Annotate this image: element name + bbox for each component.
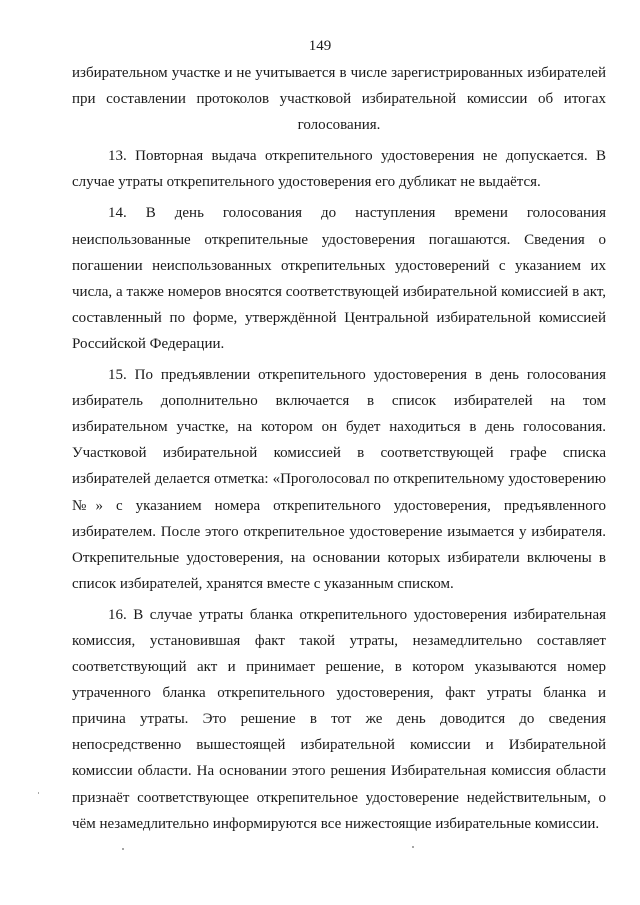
page-number: 149 <box>308 38 332 54</box>
scan-speck <box>122 848 124 850</box>
paragraph-13: 13. Повторная выдача открепительного удостоверения не допускается. В случае утраты открепительного удостоверения его дубликат не выдаётся. <box>72 148 606 191</box>
paragraph-continuation: избирательном участке и не учитывается в числе зарегистрированных избирателей при составлении протоколов участковой избирательной комиссии об итогах голосования. <box>72 65 606 134</box>
paragraph-14: 14. В день голосования до наступления времени голосования неиспользованные открепительные удостоверения погашаются. Сведения о погашении неиспользованных открепительных удостоверений с указанием их числа, а также номеров вносятся соответствующей избирательной комиссией в акт, составленный по форме, утверждённой Центральной избирательной комиссией Российской Федерации. <box>72 205 606 352</box>
scan-speck <box>38 792 39 794</box>
paragraph-16: 16. В случае утраты бланка открепительного удостоверения избирательная комиссия, установившая факт такой утраты, незамедлительно составляет соответствующий акт и принимает решение, в котором указываются номер утраченного бланка открепительного удостоверения, факт утраты бланка и причина утраты. Это решение в тот же день доводится до сведения непосредственно вышестоящей избирательной комиссии и Избирательной комиссии области. На основании этого решения Избирательная комиссия области признаёт соответствующее открепительное удостоверение недействительным, о чём незамедлительно информируются все нижестоящие избирательные комиссии. <box>72 606 606 832</box>
document-body <box>72 60 606 842</box>
scan-speck <box>412 846 414 848</box>
paragraph-15: 15. По предъявлении открепительного удостоверения в день голосования избиратель дополнительно включается в список избирателей на том избирательном участке, на котором он будет находиться в день голосования. Участковой избирательной комиссией в соответствующей графе списка избирателей делается отметка: «Проголосовал по открепительному удостоверению №» с указанием номера открепительного удостоверения, предъявленного избирателем. После этого открепительное удостоверение изымается у избирателя. Открепительные удостоверения, на основании которых избиратели включены в список избирателей, хранятся вместе с указанным списком. <box>72 367 606 592</box>
